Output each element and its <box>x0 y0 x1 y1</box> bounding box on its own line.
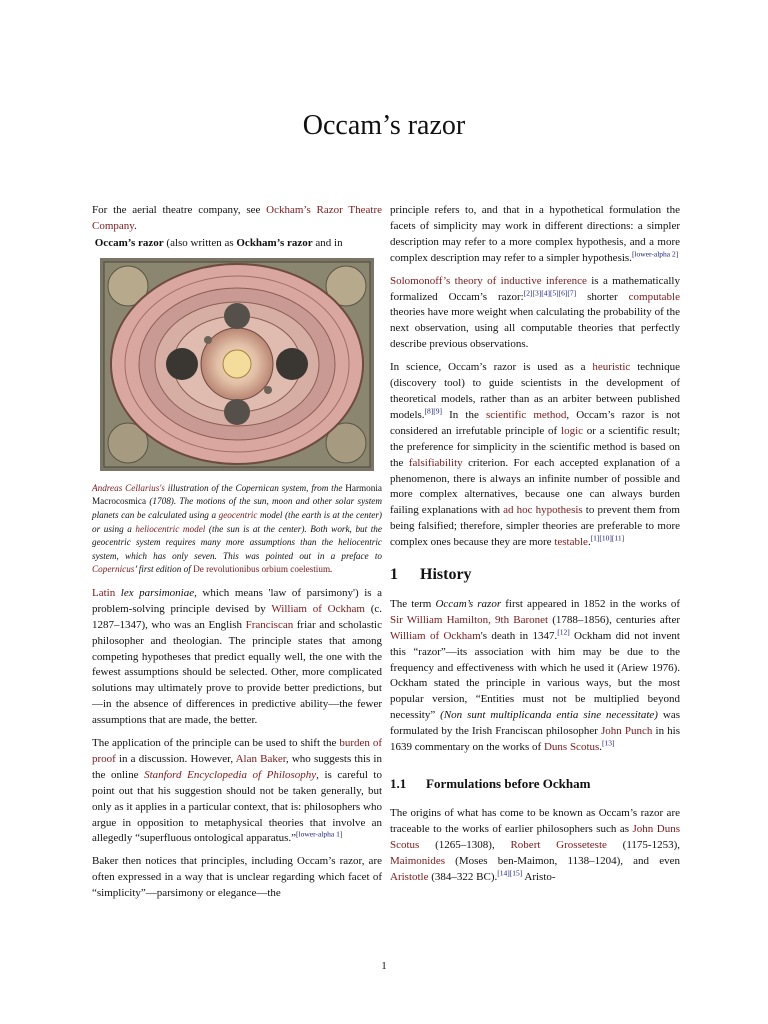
link-scientific-method[interactable]: scientific method <box>485 408 567 421</box>
citation-ref[interactable]: [13] <box>602 738 615 748</box>
link-ad-hoc-hypothesis[interactable]: ad hoc hypothesis <box>503 504 583 517</box>
footnote-ref[interactable]: [lower-alpha 1] <box>296 829 343 839</box>
link-logic[interactable]: logic <box>561 424 584 437</box>
paragraph-science: In science, Occam’s razor is used as a heuristic technique (discovery tool) to guide scientists in the development of theoretical models, rather than as an arbiter between published models.[8][9] In the scientific method, Occam’s razor is not considered an irrefutable principle of logic or a scientific result; the preference for simplicity in the scientific method is based on the falsifiability criterion. For each accepted explanation of a phenomenon, there is always an infinite number of possible and more complex alternatives, because one can always burden failing explanations with ad hoc hypothesis to prevent them from being falsified; therefore, simpler theories are preferable to more complex ones because they are more testable.[1][10][11] <box>390 361 681 549</box>
page-title: Occam’s razor <box>302 110 466 141</box>
link-aristotle[interactable]: Aristotle <box>390 870 429 883</box>
link-heliocentric-model[interactable]: heliocentric model <box>135 523 206 534</box>
citation-ref[interactable]: [1][10][11] <box>590 533 625 543</box>
paragraph-facets: principle refers to, and that in a hypothetical formulation the facets of simplicity may work in different directions: a simpler description may refer to a more complex hypothesis, and a more complex description may refer to a simpler hypothesis.[lower-alpha 2] <box>390 204 680 264</box>
section-heading-history: 1 History <box>390 566 472 584</box>
citation-ref[interactable]: [8][9] <box>424 406 443 416</box>
page-number: 1 <box>381 960 387 972</box>
link-latin[interactable]: Latin <box>92 586 116 599</box>
link-maimonides[interactable]: Maimonides <box>390 854 445 867</box>
citation-ref[interactable]: [14][15] <box>497 867 523 877</box>
link-testable[interactable]: testable <box>554 536 588 549</box>
paragraph-baker: Baker then notices that principles, including Occam’s razor, are often expressed in a way that is unclear regarding which facet of “simplicity”—parsimony or elegance—the <box>92 855 382 900</box>
link-heuristic[interactable]: heuristic <box>592 361 631 374</box>
link-john-duns-scotus[interactable]: John Duns Scotus <box>390 822 680 851</box>
footnote-ref[interactable]: [lower-alpha 2] <box>631 249 679 259</box>
citation-ref[interactable]: [12] <box>557 627 570 637</box>
paragraph-burden-of-proof: The application of the principle can be used to shift the burden of proof in a discussion. However, Alan Baker, who suggests this in the online Stanford Encyclopedia of Philosophy, is careful to point out that his suggestion should not be taken generally, but only as it applies in a particular context, that is: philosophers who argue in opposition to metaphysical theories that involve an allegedly “superfluous ontological apparatus.”[lower-alpha 1] <box>92 737 382 845</box>
copernican-illustration[interactable] <box>100 258 374 471</box>
lead-paragraph: Occam’s razor (also written as Ockham’s razor and in <box>94 236 343 249</box>
paragraph-origins: The origins of what has come to be known as Occam’s razor are traceable to the works of earlier philosophers such as John Duns Scotus (1265–1308), Robert Grosseteste (1175-1253), Maimonides (Moses ben-Maimon, 1138–1204), and even Aristotle (384–322 BC).[14][15] Aristo- <box>390 806 680 883</box>
paragraph-definition: Latin lex parsimoniae, which means 'law of parsimony') is a problem-solving principle devised by William of Ockham (c. 1287–1347), who was an English Franciscan friar and scholastic philosopher and theologian. The principle states that among competing hypotheses that predict equally well, the one with the fewest assumptions should be selected. Other, more complicated solutions may ultimately prove to provide better predictions, but—in the absence of differences in predictive ability—the fewer assumptions that are made, the better. <box>92 586 382 727</box>
subsection-heading-formulations: 1.1 Formulations before Ockham <box>390 776 591 791</box>
paragraph-history: The term Occam’s razor first appeared in 1852 in the works of Sir William Hamilton, 9th Baronet (1788–1856), centuries after William of Ockham's death in 1347.[12] Ockham did not invent this “razor”—its association with him may be due to the frequency and effectiveness with which he used it (Ariew 1976). Ockham stated the principle in various ways, but the most popular version, “Entities must not be multiplied beyond necessity” (Non sunt multiplicanda entia sine necessitate) was formulated by the Irish Franciscan philosopher John Punch in his 1639 commentary on the works of Duns Scotus.[13] <box>390 597 681 754</box>
link-john-punch[interactable]: John Punch <box>601 725 653 738</box>
link-computable[interactable]: computable <box>628 290 680 303</box>
link-robert-grosseteste[interactable]: Robert Grosseteste <box>510 838 607 851</box>
hatnote: For the aerial theatre company, see Ockham’s Razor Theatre Company. <box>92 204 382 232</box>
link-william-of-ockham-2[interactable]: William of Ockham <box>390 629 481 642</box>
link-andreas-cellarius[interactable]: Andreas Cellarius's <box>92 482 165 493</box>
link-william-of-ockham[interactable]: William of Ockham <box>271 602 365 615</box>
link-copernicus[interactable]: Copernicus <box>92 564 135 575</box>
copernican-system-image <box>100 258 374 471</box>
link-burden-of-proof[interactable]: burden of proof <box>92 737 382 765</box>
citation-ref[interactable]: [2][3][4][5][6][7] <box>523 287 577 297</box>
link-alan-baker[interactable]: Alan Baker <box>235 752 286 765</box>
link-solomonoff[interactable]: Solomonoff’s theory of inductive inference <box>390 274 587 287</box>
paragraph-solomonoff: Solomonoff’s theory of inductive inference is a mathematically formalized Occam’s razor:[2][3][4][5][6][7] shorter computable theories have more weight when calculating the probability of the next observation, using all computable theories that perfectly describe previous observations. <box>390 274 680 351</box>
link-ockhams-razor-theatre[interactable]: Ockham’s Razor Theatre Company <box>92 204 382 232</box>
link-falsifiability[interactable]: falsifiability <box>408 456 463 469</box>
link-geocentric[interactable]: geocentric <box>218 509 258 520</box>
figure <box>92 258 382 577</box>
link-de-revolutionibus[interactable]: De revolutionibus orbium coelestium <box>193 564 331 575</box>
right-column <box>390 203 680 892</box>
link-stanford-encyclopedia[interactable]: Stanford Encyclopedia of Philosophy <box>144 768 317 781</box>
link-william-hamilton[interactable]: Sir William Hamilton, 9th Baronet <box>390 613 549 626</box>
link-franciscan[interactable]: Franciscan <box>245 618 294 631</box>
link-duns-scotus[interactable]: Duns Scotus <box>543 741 600 754</box>
left-column <box>92 203 382 909</box>
figure-caption: Andreas Cellarius's illustration of the Copernican system, from the Harmonia Macrocosmica (1708). The motions of the sun, moon and other solar system planets can be calculated using a geocentric model (the earth is at the center) or using a heliocentric model (the sun is at the center). Both work, but the geocentric system requires many more assumptions than the heliocentric system, which has only seven. This was pointed out in a preface to Copernicus’ first edition of De revolutionibus orbium coelestium. <box>92 482 382 575</box>
